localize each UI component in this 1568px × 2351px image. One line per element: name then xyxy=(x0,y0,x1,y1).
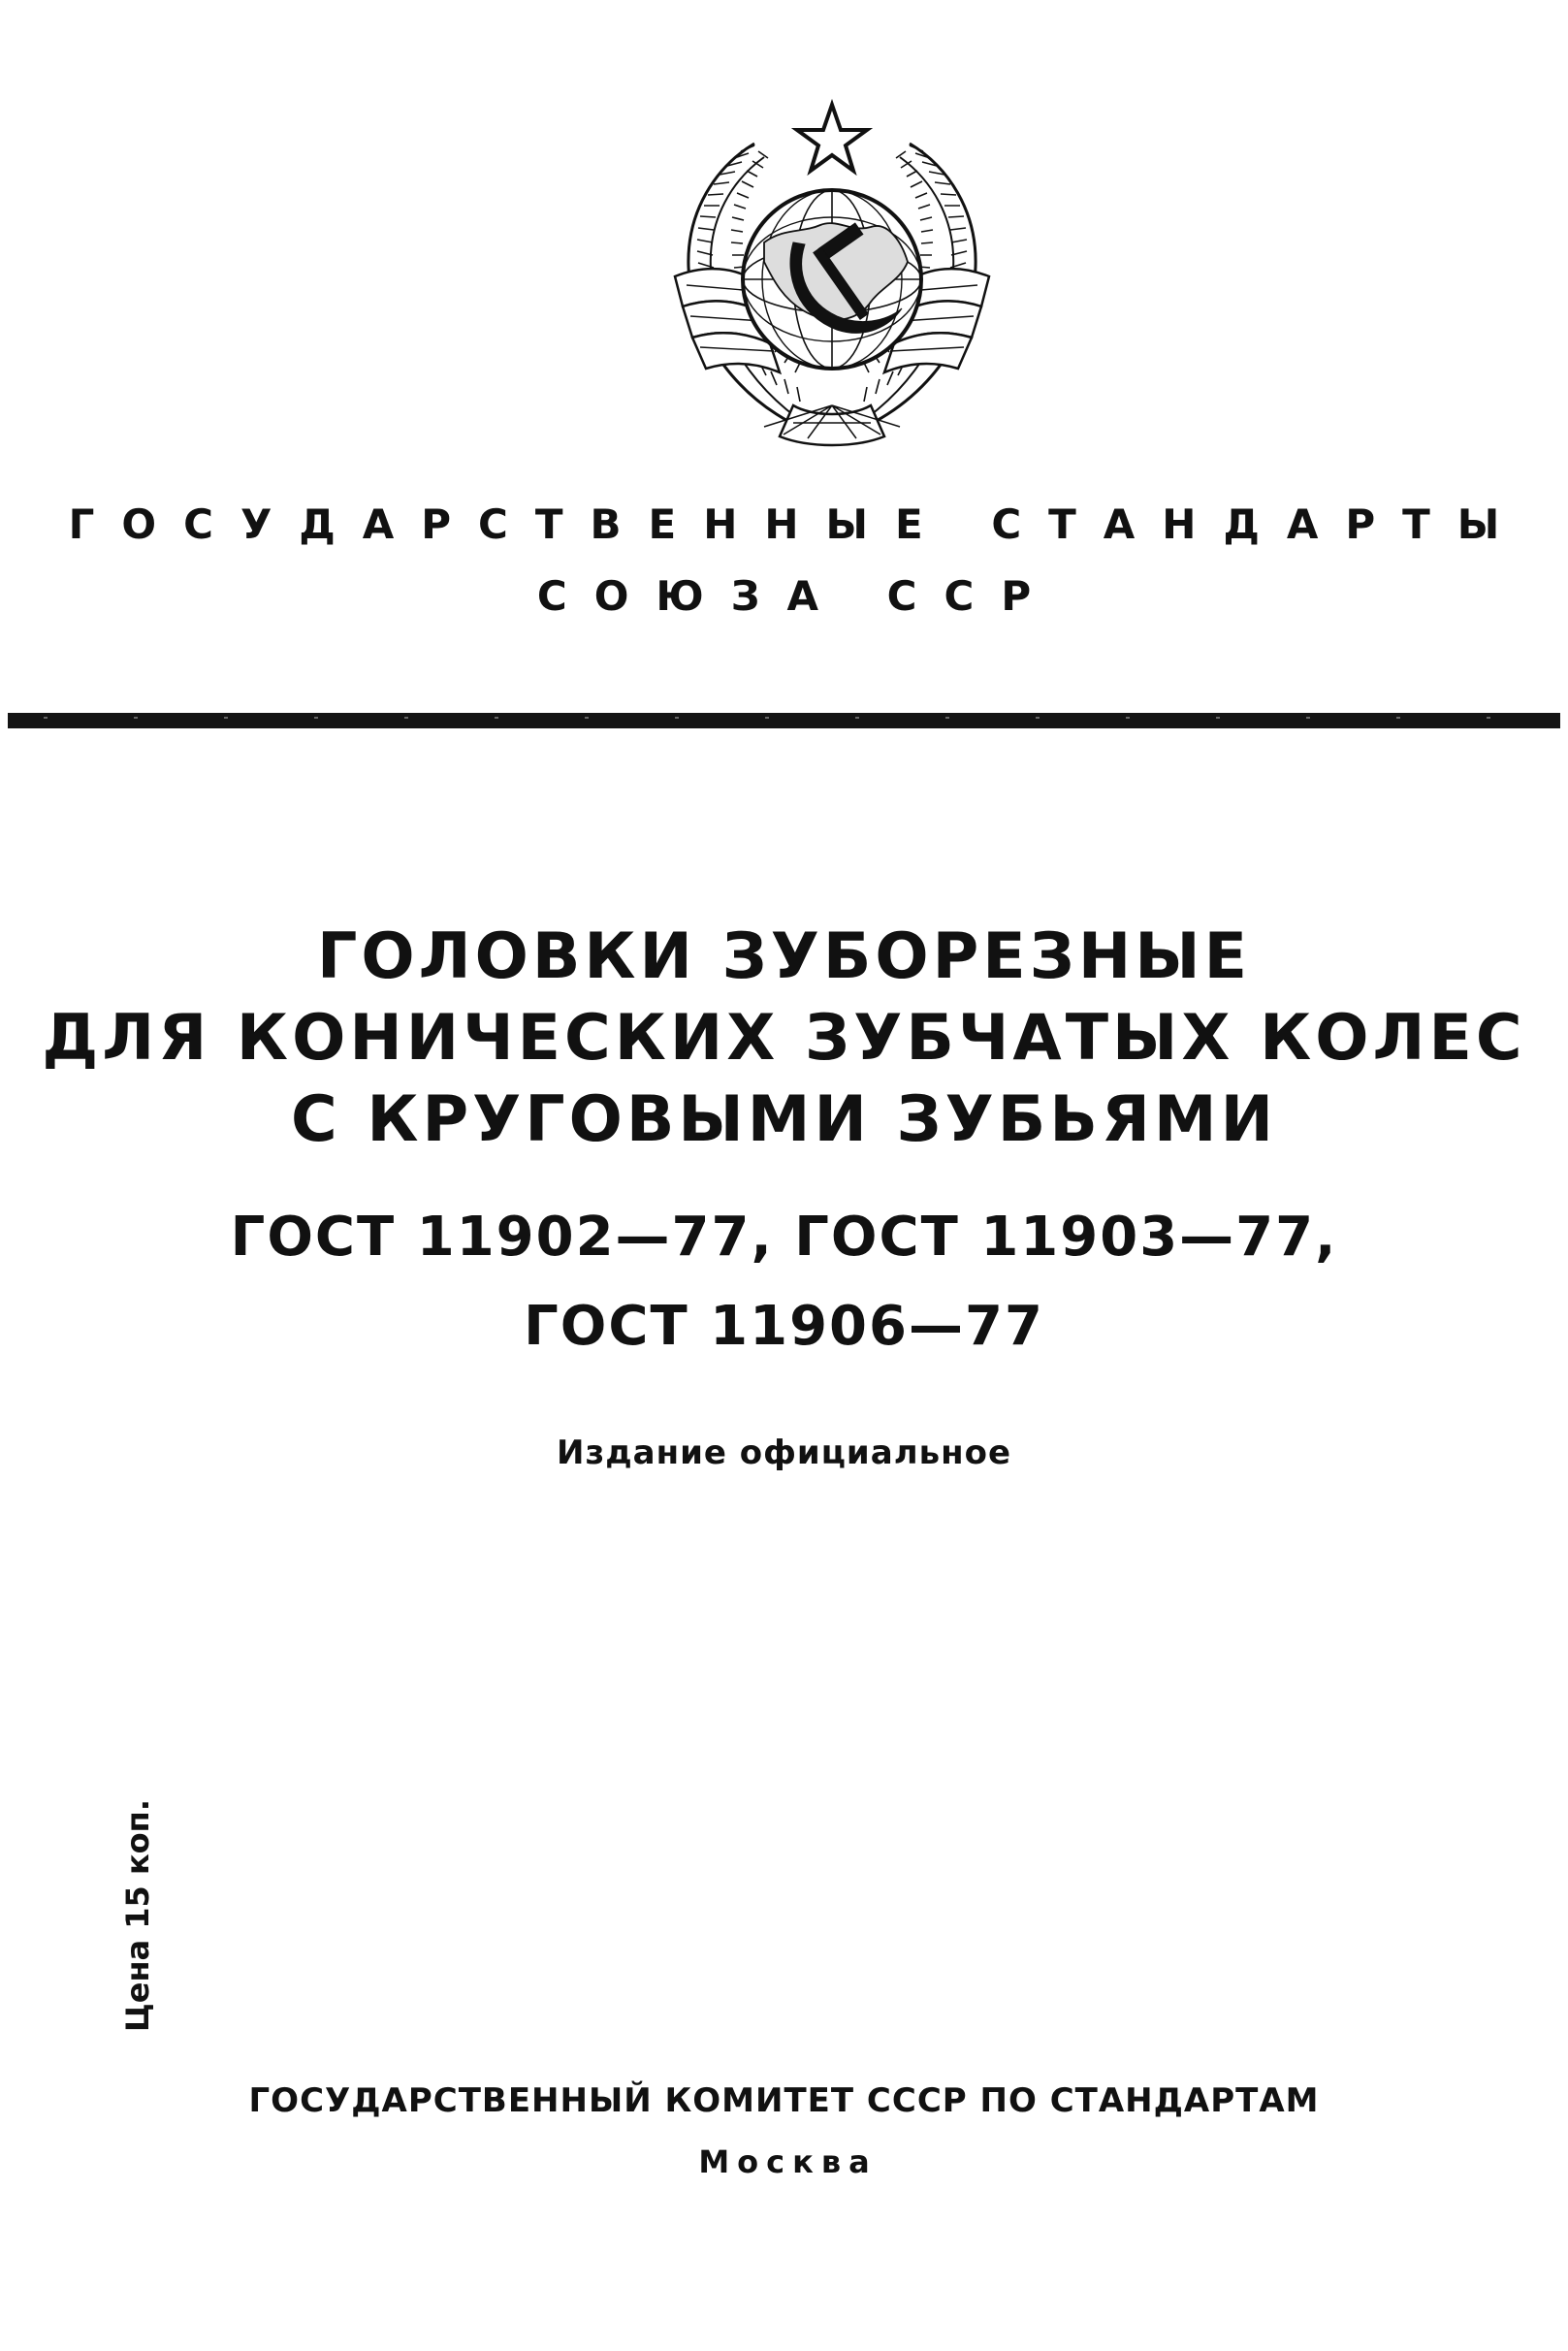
series-title-line-1: ГОСУДАРСТВЕННЫЕ СТАНДАРТЫ xyxy=(68,500,1527,548)
star-icon xyxy=(797,105,867,171)
title-line-3: С КРУГОВЫМИ ЗУБЬЯМИ xyxy=(290,1083,1277,1156)
publication-city: Москва xyxy=(698,2143,878,2180)
edition-note: Издание официальное xyxy=(556,1433,1012,1472)
title-line-2: ДЛЯ КОНИЧЕСКИХ ЗУБЧАТЫХ КОЛЕС xyxy=(42,1002,1526,1075)
title-line-1: ГОЛОВКИ ЗУБОРЕЗНЫЕ xyxy=(316,920,1252,993)
publisher: ГОСУДАРСТВЕННЫЙ КОМИТЕТ СССР ПО СТАНДАРТАМ xyxy=(248,2081,1320,2120)
price-text: Цена 15 коп. xyxy=(119,1799,156,2032)
gost-numbers xyxy=(0,1193,1568,1371)
horizontal-rule xyxy=(8,713,1560,728)
ussr-emblem-icon xyxy=(648,97,1016,466)
document-title xyxy=(0,917,1568,1161)
gost-line-1: ГОСТ 11902—77, ГОСТ 11903—77, xyxy=(230,1206,1338,1269)
series-title-line-2: СОЮЗА ССР xyxy=(536,572,1059,620)
price-label xyxy=(109,1799,167,2032)
gost-line-2: ГОСТ 11906—77 xyxy=(524,1295,1044,1358)
